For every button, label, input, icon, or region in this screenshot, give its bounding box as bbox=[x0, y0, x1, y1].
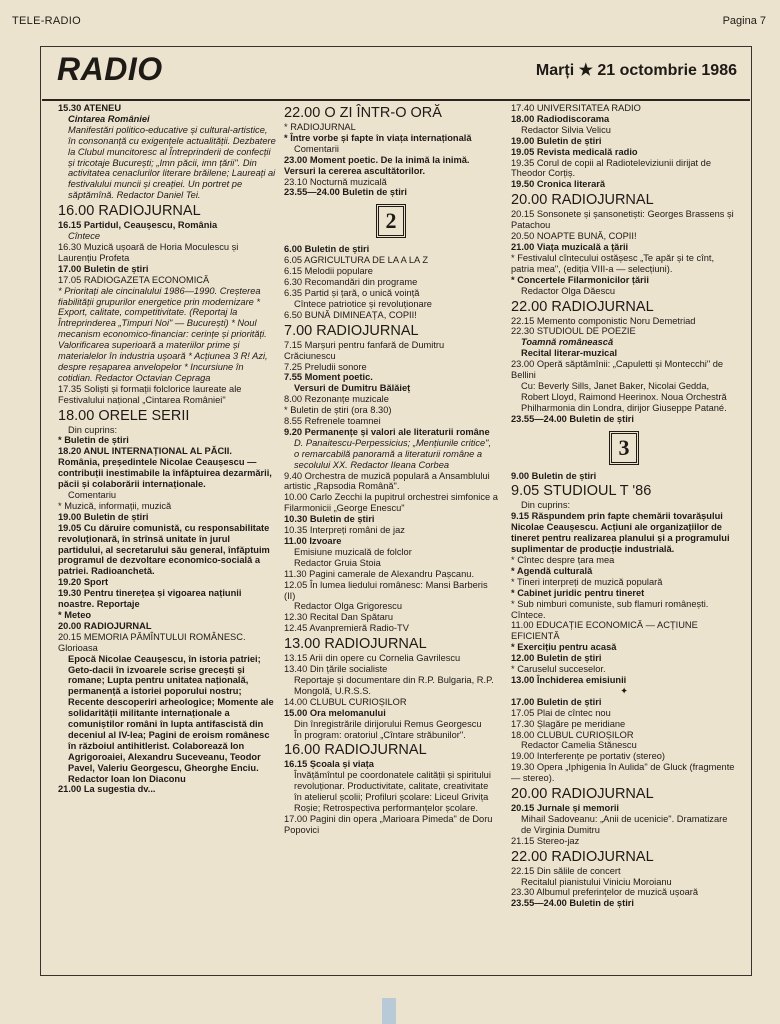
program-entry: 7.25 Preludii sonore bbox=[284, 361, 367, 372]
program-entry: 9.40 Orchestra de muzică populară a Ansamblului artistic „Rapsodia Română". bbox=[284, 470, 490, 492]
program-number-badge: 2 bbox=[376, 204, 406, 238]
program-heading: 9.05 STUDIOUL T '86 bbox=[511, 483, 652, 500]
program-heading: 7.00 RADIOJURNAL bbox=[284, 322, 419, 339]
program-entry: 7.15 Marșuri pentru fanfară de Dumitru Crăciunescu bbox=[284, 339, 445, 361]
program-entry: În program: oratoriul „Cîntare străbunilor". bbox=[294, 729, 466, 740]
program-entry: Redactor Gruia Stoia bbox=[294, 557, 381, 568]
program-entry: 8.00 Rezonanțe muzicale bbox=[284, 394, 389, 405]
program-entry: * Între vorbe și fapte în viața internațională bbox=[284, 132, 472, 143]
program-entry: Din cuprins: bbox=[68, 424, 118, 435]
program-entry: 21.00 Viața muzicală a țării bbox=[511, 241, 629, 252]
program-entry: Cintarea României bbox=[68, 113, 150, 124]
program-entry: 22.15 Memento componistic Noru Demetriad bbox=[511, 315, 696, 326]
program-heading: 13.00 RADIOJURNAL bbox=[284, 636, 427, 653]
program-entry: 23.00 Moment poetic. De la inimă la inimă. Versuri la cererea ascultătorilor. bbox=[284, 154, 470, 176]
program-entry: 16.15 Partidul, Ceaușescu, România bbox=[58, 220, 218, 231]
program-entry: Din cuprins: bbox=[521, 500, 571, 511]
program-entry: 17.35 Soliști și formații folclorice laureate ale Festivalului național „Cintarea României" bbox=[58, 383, 242, 405]
program-entry: 22.15 Din sălile de concert bbox=[511, 865, 621, 876]
program-entry: Redactor Olga Dăescu bbox=[521, 285, 616, 296]
program-entry: Epocă Nicolae Ceaușescu, în istoria patriei; Geto-dacii în izvoarele scrise grecești și romane; Lupta pentru unitatea națională, permanență a istoriei poporului nostru; Recente descoperiri arheologice; Momente ale solidarității militante internaționale a comuniștilor români în lupta antifascistă din deceniul al IV-lea; Pagini de eroism românesc în războiul antihitlerist. Colaborează Ion Agrigoroaiei, Alexandru Suceveanu, Teodor Pavel, Valeriu Georgescu, Gheorghe Enciu. Redactor Ioan Ion Diaconu bbox=[68, 653, 274, 784]
program-entry: Învățămîntul pe coordonatele calității și spiritului revoluționar. Productivitate, calitate, creativitate în atelierul școlii; Profiluri școlare: Liceul Grivița Roșie; Retrospectiva performanțelor școlare. bbox=[294, 770, 491, 814]
program-entry: 13.40 Din țările socialiste bbox=[284, 664, 388, 675]
program-entry: 23.55—24.00 Buletin de știri bbox=[511, 413, 634, 424]
program-entry: 23.55—24.00 Buletin de știri bbox=[284, 187, 407, 198]
program-entry: 10.30 Buletin de știri bbox=[284, 514, 375, 525]
program-entry: Reportaje și documentare din R.P. Bulgaria, R.P. Mongolă, U.R.S.S. bbox=[294, 674, 494, 696]
program-entry: 10.00 Carlo Zecchi la pupitrul orchestrei simfonice a Filarmonicii „George Enescu" bbox=[284, 492, 498, 514]
program-entry: 17.40 UNIVERSITATEA RADIO bbox=[511, 103, 641, 113]
program-entry: 10.35 Interpreți români de jaz bbox=[284, 525, 405, 536]
program-entry: 17.30 Șlagăre pe meridiane bbox=[511, 718, 626, 729]
program-entry: 18.20 ANUL INTERNAȚIONAL AL PĂCII. România, președintele Nicolae Ceaușescu — contribuții inestimabile la înfăptuirea dezarmării, păcii și colaborării internaționale. bbox=[58, 446, 272, 490]
program-entry: Mihail Sadoveanu: „Anii de ucenicie". Dramatizare de Virginia Dumitru bbox=[521, 813, 728, 835]
program-entry: D. Panaitescu-Perpessicius; „Mențiunile critice", o remarcabilă panoramă a literaturii române a secolului XX. Redactor Ileana Corbea bbox=[294, 437, 492, 470]
program-entry: 20.15 Sonsonete și șansonetiști: Georges Brassens și Patachou bbox=[511, 209, 734, 231]
program-entry: 6.15 Melodii populare bbox=[284, 266, 373, 277]
program-entry: Redactor Camelia Stănescu bbox=[521, 740, 637, 751]
program-heading: 20.00 RADIOJURNAL bbox=[511, 192, 654, 209]
program-entry: 9.15 Răspundem prin fapte chemării tovarășului Nicolae Ceaușescu. Acțiuni ale organizațiilor de tineret pentru realizarea planului și a programului suplimentar de producție industrială. bbox=[511, 511, 730, 555]
program-entry: 6.00 Buletin de știri bbox=[284, 244, 370, 255]
program-heading: 16.00 RADIOJURNAL bbox=[58, 203, 201, 220]
program-entry: 20.50 NOAPTE BUNĂ, COPII! bbox=[511, 231, 637, 242]
program-entry: 19.30 Opera „Iphigenia în Aulida" de Gluck (fragmente — stereo). bbox=[511, 762, 735, 784]
program-entry: 11.00 Izvoare bbox=[284, 536, 342, 546]
program-entry: * Prioritați ale cincinalului 1986—1990. Creșterea fiabilității grupurilor energetice prin modernizare * Export, calitate, competitivitate. (Reportaj la Întreprinderea „Timpuri Noi" — București) * Noul mecanism economico-financiar: cerințe și priorități. Valorificarea superioară a materiilor prime și materialelor în industria ușoară * Acțiunea 3 R! Azi, despre reșaparea anvelopelor * Incursiune în cotidian. Redactor Octavian Cepraga bbox=[58, 285, 268, 383]
program-entry: 19.00 Buletin de știri bbox=[511, 135, 602, 146]
program-entry: * Exercițiu pentru acasă bbox=[511, 642, 617, 653]
program-entry: 6.05 AGRICULTURA DE LA A LA Z bbox=[284, 255, 428, 266]
program-entry: 15.00 Ora melomanului bbox=[284, 707, 386, 718]
scan-tab-marker bbox=[382, 998, 396, 1024]
program-entry: 21.15 Stereo-jaz bbox=[511, 835, 580, 846]
program-entry: 9.00 Buletin de știri bbox=[511, 470, 597, 481]
program-entry: 20.15 MEMORIA PĂMÎNTULUI ROMÂNESC. Glorioasa bbox=[58, 631, 246, 653]
program-entry: Redactor Olga Grigorescu bbox=[294, 601, 402, 612]
program-entry: 12.05 În lumea liedului românesc: Mansi Barberis (II) bbox=[284, 579, 488, 601]
program-entry: Cu: Beverly Sills, Janet Baker, Nicolai Gedda, Robert Lloyd, Raimond Heerinox. Noua Orchestră Philharmonia din Londra, dirijor Giuseppe Patané. bbox=[521, 380, 727, 413]
program-heading: 22.00 RADIOJURNAL bbox=[511, 298, 654, 315]
program-entry: 13.00 Închiderea emisiunii bbox=[511, 674, 627, 685]
program-entry: 18.00 Radiodiscorama bbox=[511, 113, 610, 124]
program-entry: 7.55 Moment poetic. bbox=[284, 372, 373, 383]
header-page-number: Pagina 7 bbox=[722, 15, 766, 27]
header-section-label: TELE-RADIO bbox=[12, 15, 82, 27]
program-entry: 6.50 BUNĂ DIMINEAȚA, COPII! bbox=[284, 309, 417, 320]
program-entry: 20.00 RADIOJURNAL bbox=[58, 620, 152, 631]
program-entry: 9.20 Permanențe și valori ale literaturii române bbox=[284, 426, 490, 437]
program-entry: 19.05 Revista medicală radio bbox=[511, 146, 638, 157]
program-heading: 18.00 ORELE SERII bbox=[58, 407, 190, 424]
program-entry: Comentarii bbox=[294, 143, 339, 154]
program-entry: 8.55 Refrenele toamnei bbox=[284, 416, 381, 427]
program-entry: * Sub nimburi comuniste, sub flamuri românești. Cîntece. bbox=[511, 598, 709, 620]
page-header bbox=[12, 15, 766, 29]
page-title: RADIO bbox=[57, 51, 163, 87]
program-entry: 18.00 CLUBUL CURIOȘILOR bbox=[511, 729, 634, 740]
program-entry: 23.30 Albumul preferințelor de muzică ușoară bbox=[511, 887, 699, 898]
program-entry: 6.30 Recomandări din programe bbox=[284, 277, 418, 288]
program-entry: Redactor Silvia Velicu bbox=[521, 124, 611, 135]
program-entry: * Agendă culturală bbox=[511, 565, 593, 576]
program-entry: * Meteo bbox=[58, 609, 92, 620]
program-column-1 bbox=[58, 103, 276, 795]
program-entry: 17.00 Pagini din opera „Marioara Pimeda" de Doru Popovici bbox=[284, 813, 493, 835]
program-entry: 11.30 Pagini camerale de Alexandru Pașcanu. bbox=[284, 568, 475, 579]
program-entry: 17.00 Buletin de știri bbox=[58, 263, 149, 274]
program-entry: 23.55—24.00 Buletin de știri bbox=[511, 898, 634, 909]
program-entry: 12.00 Buletin de știri bbox=[511, 653, 602, 664]
program-column-2 bbox=[284, 103, 498, 836]
program-entry: * Caruselul succeselor. bbox=[511, 664, 606, 675]
program-entry: 12.30 Recital Dan Spătaru bbox=[284, 612, 394, 623]
program-entry: 19.30 Pentru tinerețea și vigoarea națiunii noastre. Reportaje bbox=[58, 588, 242, 610]
program-heading: 16.00 RADIOJURNAL bbox=[284, 742, 427, 759]
program-entry: * Concertele Filarmonicilor țării bbox=[511, 274, 649, 285]
program-heading: 20.00 RADIOJURNAL bbox=[511, 786, 654, 803]
program-entry: 20.15 Jurnale și memorii bbox=[511, 803, 620, 814]
program-entry: Emisiune muzicală de folclor bbox=[294, 546, 412, 557]
program-entry: 19.20 Sport bbox=[58, 577, 109, 588]
separator-star: ✦ bbox=[620, 685, 628, 696]
broadcast-date: Marți ★ 21 octombrie 1986 bbox=[535, 62, 737, 79]
program-entry: * Cabinet juridic pentru tineret bbox=[511, 587, 645, 598]
program-entry: 19.00 Buletin de știri bbox=[58, 511, 149, 522]
program-entry: 23.10 Nocturnă muzicală bbox=[284, 176, 387, 187]
program-entry: 19.00 Interferențe pe portativ (stereo) bbox=[511, 751, 666, 762]
program-entry: 22.30 STUDIOUL DE POEZIE bbox=[511, 326, 636, 337]
program-entry: 16.30 Muzică ușoară de Horia Moculescu și Laurențiu Profeta bbox=[58, 241, 239, 263]
program-entry: 14.00 CLUBUL CURIOȘILOR bbox=[284, 696, 407, 707]
program-entry: * Festivalul cîntecului ostășesc „Te apăr și te cînt, patria mea", (ediția VIII-a — selecțiuni). bbox=[511, 252, 715, 274]
program-entry: 19.05 Cu dăruire comunistă, cu responsabilitate revoluționară, în strînsă unitate în jurul partidului, al secretarului său general, înfăptuim programul de dezvoltare economico-socială a patriei. Radioanchetă. bbox=[58, 522, 270, 577]
program-heading: 22.00 O ZI ÎNTR-O ORĂ bbox=[284, 105, 442, 121]
program-entry: Manifestări politico-educative și cultural-artistice, în consonanță cu exigențele actualității. Dezbatere la Clubul muncitoresc al Întreprinderii de confecții și tricotaje București; „Imn păcii, imn țării". Din activitatea cenaclurilor literare brăilene; Laureați ai festivalului muncii și creației. Un portret pe săptămînă. Redactor Daniel Tei. bbox=[68, 124, 276, 201]
program-entry: 15.30 ATENEU bbox=[58, 103, 122, 113]
program-entry: 17.05 RADIOGAZETA ECONOMICĂ bbox=[58, 274, 210, 285]
program-column-3 bbox=[511, 103, 737, 909]
program-entry: 17.00 Buletin de știri bbox=[511, 696, 602, 707]
program-heading: 22.00 RADIOJURNAL bbox=[511, 848, 654, 865]
program-entry: * Cîntec despre țara mea bbox=[511, 555, 615, 565]
program-entry: 13.15 Arii din opere cu Cornelia Gavrilescu bbox=[284, 653, 461, 664]
program-entry: 19.50 Cronica literară bbox=[511, 179, 606, 190]
program-entry: Cîntece patriotice și revoluționare bbox=[294, 298, 432, 309]
program-entry: 19.35 Corul de copii al Radioteleviziunii dirijat de Theodor Corțiș. bbox=[511, 157, 711, 179]
program-entry: 21.00 La sugestia dv... bbox=[58, 784, 156, 795]
program-entry: 23.00 Operă săptămînii: „Capuletti și Montecchi" de Bellini bbox=[511, 359, 724, 381]
program-entry: 16.15 Școala și viața bbox=[284, 759, 374, 770]
program-entry: 11.00 EDUCAȚIE ECONOMICĂ — ACȚIUNE EFICIENTĂ bbox=[511, 620, 698, 642]
program-entry: 6.35 Partid și țară, o unică voință bbox=[284, 287, 420, 298]
program-entry: * Buletin de știri bbox=[58, 435, 129, 446]
program-entry: * Tineri interpreți de muzică populară bbox=[511, 576, 663, 587]
program-entry: Recital literar-muzical bbox=[521, 348, 618, 359]
program-entry: 12.45 Avanpremieră Radio-TV bbox=[284, 623, 409, 634]
program-entry: * Muzică, informații, muzică bbox=[58, 500, 172, 511]
program-entry: * RADIOJURNAL bbox=[284, 122, 356, 132]
program-entry: 17.05 Plai de cîntec nou bbox=[511, 707, 611, 718]
program-entry: Versuri de Dumitru Bălăieț bbox=[294, 383, 411, 394]
program-entry: Cîntece bbox=[68, 231, 101, 242]
program-entry: Din înregistrările dirijorului Remus Georgescu bbox=[294, 718, 482, 729]
program-entry: Toamnă românească bbox=[521, 337, 614, 348]
program-entry: Recitalul pianistului Viniciu Moroianu bbox=[521, 876, 672, 887]
program-entry: * Buletin de știri (ora 8.30) bbox=[284, 405, 392, 416]
title-rule bbox=[42, 99, 750, 101]
program-number-badge: 3 bbox=[609, 431, 639, 465]
program-entry: Comentariu bbox=[68, 490, 117, 500]
